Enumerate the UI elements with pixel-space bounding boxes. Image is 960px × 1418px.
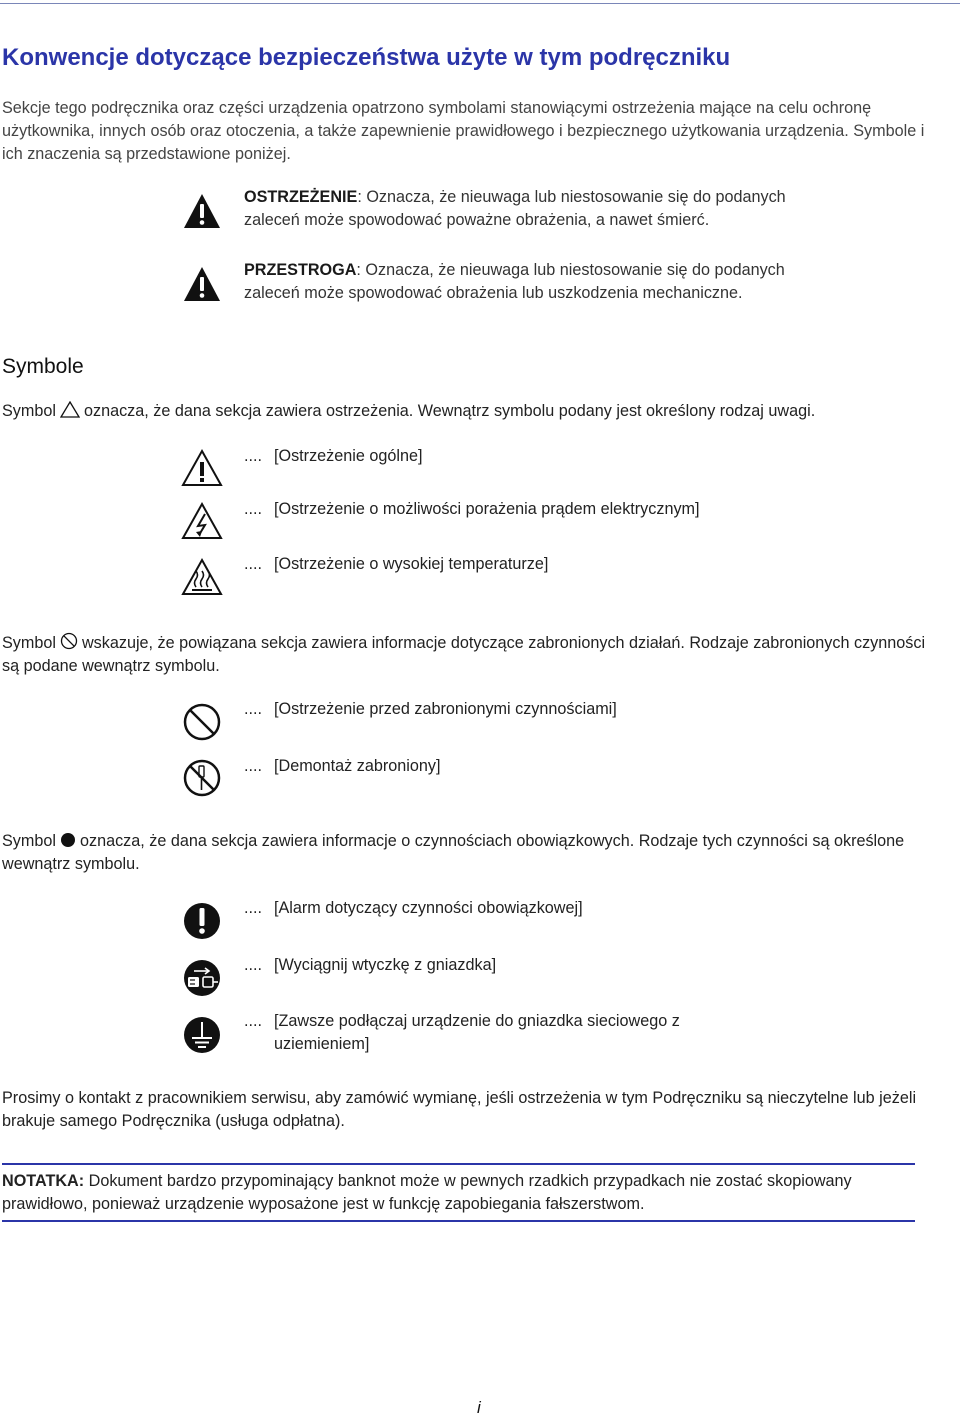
note-paragraph <box>2 1170 902 1216</box>
item-label: [Wyciągnij wtyczkę z gniazdka] <box>274 956 497 974</box>
symbols-heading: Symbole <box>2 355 84 378</box>
note-text: Dokument bardzo przypominający banknot może w pewnych rzadkich przypadkach nie zostać skopiowany prawidłowo, ponieważ urządzenie wyposażone jest w funkcję zapobiegania fałszerstwom. <box>2 1172 852 1213</box>
item-dots: .... <box>244 757 262 775</box>
prohibited-desc: wskazuje, że powiązana sekcja zawiera informacje dotyczące zabronionych działań. Rodzaje zabronionych czynności są podane wewnątrz symbolu. <box>2 634 926 675</box>
unplug-icon <box>181 957 223 999</box>
general-warning-item <box>244 445 422 468</box>
caution-definition <box>244 259 804 305</box>
high-temperature-item <box>244 553 548 576</box>
item-dots: .... <box>244 1012 262 1030</box>
note-top-rule <box>2 1163 915 1165</box>
prohibited-lead: Symbol <box>2 634 56 652</box>
item-label: [Alarm dotyczący czynności obowiązkowej] <box>274 899 583 917</box>
mandatory-section-text <box>2 830 957 876</box>
mandatory-action-item <box>244 897 583 920</box>
item-label: [Demontaż zabroniony] <box>274 757 441 775</box>
mandatory-lead: Symbol <box>2 832 56 850</box>
intro-paragraph: Sekcje tego podręcznika oraz części urządzenia opatrzono symbolami stanowiącymi ostrzeżenia mające na celu ochronę użytkownika, innych osób oraz otoczenia, a także zapewnienie prawidłowego i bezpiecznego użytkowania urządzenia. Symbole i ich znaczenia są przedstawione poniżej. <box>2 99 925 163</box>
triangle-desc: oznacza, że dana sekcja zawiera ostrzeżenia. Wewnątrz symbolu podany jest określony rodzaj uwagi. <box>83 402 816 420</box>
note-bottom-rule <box>2 1220 915 1222</box>
item-label: [Ostrzeżenie przed zabronionymi czynnościami] <box>274 700 617 718</box>
caution-term: PRZESTROGA <box>244 261 357 279</box>
item-dots: .... <box>244 500 262 518</box>
caution-icon <box>183 266 221 302</box>
warning-term: OSTRZEŻENIE <box>244 188 358 206</box>
item-label: [Ostrzeżenie ogólne] <box>274 447 423 465</box>
warning-icon <box>183 193 221 229</box>
triangle-outline-icon <box>60 401 80 418</box>
prohibited-icon <box>181 701 223 743</box>
page-number: i <box>477 1398 481 1417</box>
caution-text: : Oznacza, że nieuwaga lub niestosowanie się do podanych zaleceń może spowodować obrażenia lub uszkodzenia mechaniczne. <box>244 261 785 302</box>
electric-shock-item <box>244 498 700 521</box>
warning-text: : Oznacza, że nieuwaga lub niestosowanie się do podanych zaleceń może spowodować poważne obrażenia, a nawet śmierć. <box>244 188 786 229</box>
mandatory-action-icon <box>181 900 223 942</box>
prohibited-outline-icon <box>60 632 78 650</box>
item-dots: .... <box>244 899 262 917</box>
item-dots: .... <box>244 956 262 974</box>
prohibited-item <box>244 698 617 721</box>
disassembly-item <box>244 755 440 778</box>
ground-connection-icon <box>181 1014 223 1056</box>
ground-connection-item <box>244 1010 764 1056</box>
top-rule <box>0 3 960 4</box>
general-warning-icon <box>181 447 223 489</box>
item-label: [Zawsze podłączaj urządzenie do gniazdka sieciowego z uziemieniem] <box>274 1012 680 1053</box>
electric-shock-warning-icon <box>181 500 223 542</box>
warning-definition <box>244 186 804 232</box>
item-dots: .... <box>244 447 262 465</box>
item-label: [Ostrzeżenie o możliwości porażenia prądem elektrycznym] <box>274 500 700 518</box>
high-temperature-warning-icon <box>181 556 223 598</box>
disassembly-prohibited-icon <box>181 757 223 799</box>
prohibited-section-text <box>2 632 942 678</box>
filled-circle-icon <box>60 832 76 848</box>
item-dots: .... <box>244 555 262 573</box>
contact-paragraph: Prosimy o kontakt z pracownikiem serwisu, aby zamówić wymianę, jeśli ostrzeżenia w tym Podręczniku są nieczytelne lub jeżeli brakuje samego Podręcznika (usługa odpłatna). <box>2 1089 917 1130</box>
triangle-lead: Symbol <box>2 402 56 420</box>
page-title: Konwencje dotyczące bezpieczeństwa użyte w tym podręczniku <box>2 44 731 71</box>
unplug-item <box>244 954 496 977</box>
item-dots: .... <box>244 700 262 718</box>
mandatory-desc: oznacza, że dana sekcja zawiera informacje o czynnościach obowiązkowych. Rodzaje tych czynności są określone wewnątrz symbolu. <box>2 832 905 873</box>
triangle-section-text <box>2 400 952 423</box>
item-label: [Ostrzeżenie o wysokiej temperaturze] <box>274 555 549 573</box>
note-label: NOTATKA: <box>2 1172 85 1190</box>
